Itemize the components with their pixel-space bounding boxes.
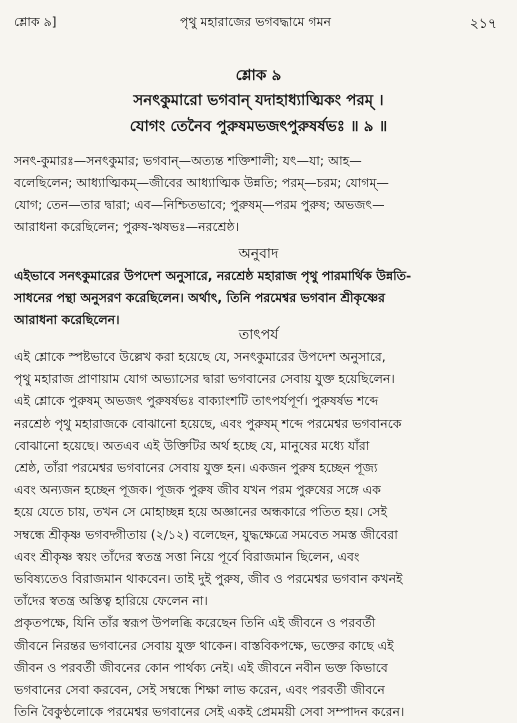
synonyms-line: যোগ; তেন—তার দ্বারা; এব—নিশ্চিতভাবে; পুরুষম্—পরম পুরুষ; অভজৎ— xyxy=(14,197,385,212)
synonyms-line: বলেছিলেন; আধ্যাত্মিকম্—জীবের আধ্যাত্মিক উন্নতি; পরম্—চরম; যোগম্— xyxy=(14,175,389,190)
verse-line-2: যোগং তেনৈব পুরুষমভজৎপুরুষর্ষভঃ ॥ ৯ ॥ xyxy=(129,117,388,135)
purport-line: জীবনে নিরন্তর ভগবানের সেবায় যুক্ত থাকেন। বাস্তবিকপক্ষে, ভক্তের কাছে এই xyxy=(14,637,394,653)
purport-line: ভগবানের সেবা করবেন, সেই সম্বন্ধে শিক্ষা লাভ করেন, এবং পরবর্তী জীবনে xyxy=(14,682,385,698)
purport-line: জীবন ও পরবর্তী জীবনের কোন পার্থক্য নেই। এই জীবনে নবীন ভক্ত কিভাবে xyxy=(14,659,388,675)
purport-line: পৃথু মহারাজ প্রাণায়াম যোগ অভ্যাসের দ্বারা ভগবানের সেবায় যুক্ত হয়েছিলেন। xyxy=(14,371,395,387)
purport-line: ভবিষ্যতেও বিরাজমান থাকবেন। তাই দুই পুরুষ, জীব ও পরমেশ্বর ভগবান কখনই xyxy=(14,571,403,587)
purport-line: এই শ্লোকে স্পষ্টভাবে উল্লেখ করা হয়েছে যে, সনৎকুমারের উপদেশ অনুসারে, xyxy=(14,349,386,364)
verse-title: শ্লোক ৯ xyxy=(235,66,282,84)
purport-text xyxy=(14,346,499,723)
translation-heading: অনুবাদ xyxy=(238,246,279,262)
purport-line: তাঁদের স্বতন্ত্র অস্তিত্ব হারিয়ে ফেলেন না। xyxy=(14,593,208,609)
purport-line: তিনি বৈকুণ্ঠলোকে পরমেশ্বর ভগবানের সেই একই প্রেমময়ী সেবা সম্পাদন করেন। xyxy=(14,704,405,720)
purport-line: প্রকৃতপক্ষে, যিনি তাঁর স্বরূপ উপলব্ধি করেছেন তিনি এই জীবনে ও পরবর্তী xyxy=(14,615,376,631)
translation-text xyxy=(14,265,499,331)
purport-line: এবং অন্যজন হচ্ছেন পূজক। পূজক পুরুষ জীব যখন পরম পুরুষের সঙ্গে এক xyxy=(14,482,381,498)
translation-line: সাধনের পন্থা অনুসরণ করেছিলেন। অর্থাৎ, তিনি পরমেশ্বর ভগবান শ্রীকৃষ্ণের xyxy=(14,290,385,305)
purport-line: বোঝানো হয়েছে। অতএব এই উক্তিটির অর্থ হচ্ছে যে, মানুষের মধ্যে যাঁরা xyxy=(14,437,370,453)
translation-line: এইভাবে সনৎকুমারের উপদেশ অনুসারে, নরশ্রেষ্ঠ মহারাজ পৃথু পারমার্থিক উন্নতি- xyxy=(14,268,412,283)
synonyms-line: আরাধনা করেছিলেন; পুরুষ-ঋষভঃ—নরশ্রেষ্ঠ। xyxy=(14,219,240,234)
header-chapter-title: পৃথু মহারাজের ভগবদ্ধামে গমন xyxy=(179,14,332,29)
purport-line: নরশ্রেষ্ঠ পৃথু মহারাজকে বোঝানো হয়েছে, এবং পুরুষম্ শব্দে পরমেশ্বর ভগবানকে xyxy=(14,415,402,431)
purport-line: এই শ্লোকে পুরুষম্ অভজৎ পুরুষর্ষভঃ বাক্যাংশটি তাৎপর্যপূর্ণ। পুরুষর্ষভ শব্দে xyxy=(14,393,379,409)
purport-line: সম্বন্ধে শ্রীকৃষ্ণ ভগবদ্গীতায় (২/১২) বলেছেন, যুদ্ধক্ষেত্রে সমবেত সমস্ত জীবেরা xyxy=(14,526,398,542)
purport-line: হয়ে যেতে চায়, তখন সে মোহাচ্ছন্ন হয়ে অজ্ঞানের অন্ধকারে পতিত হয়। সেই xyxy=(14,504,387,520)
purport-line: শ্রেষ্ঠ, তাঁরা পরমেশ্বর ভগবানের সেবায় যুক্ত হন। একজন পুরুষ হচ্ছেন পূজ্য xyxy=(14,460,378,476)
page-number: ২১৭ xyxy=(469,16,497,32)
translation-line: আরাধনা করেছিলেন। xyxy=(14,312,120,327)
word-synonyms xyxy=(14,150,499,238)
synonyms-line: সনৎ-কুমারঃ—সনৎকুমার; ভগবান্—অত্যন্ত শক্তিশালী; যৎ—যা; আহ— xyxy=(14,153,362,168)
header-verse-ref: শ্লোক ৯] xyxy=(14,14,57,29)
running-header xyxy=(14,12,497,34)
verse-line-1: সনৎকুমারো ভগবান্ যদাহাধ্যাত্মিকং পরম্ । xyxy=(133,91,384,109)
purport-line: এবং শ্রীকৃষ্ণ স্বয়ং তাঁদের স্বতন্ত্র সত্তা নিয়ে পূর্বে বিরাজমান ছিলেন, এবং xyxy=(14,548,360,564)
purport-heading: তাৎপর্য xyxy=(238,327,279,343)
